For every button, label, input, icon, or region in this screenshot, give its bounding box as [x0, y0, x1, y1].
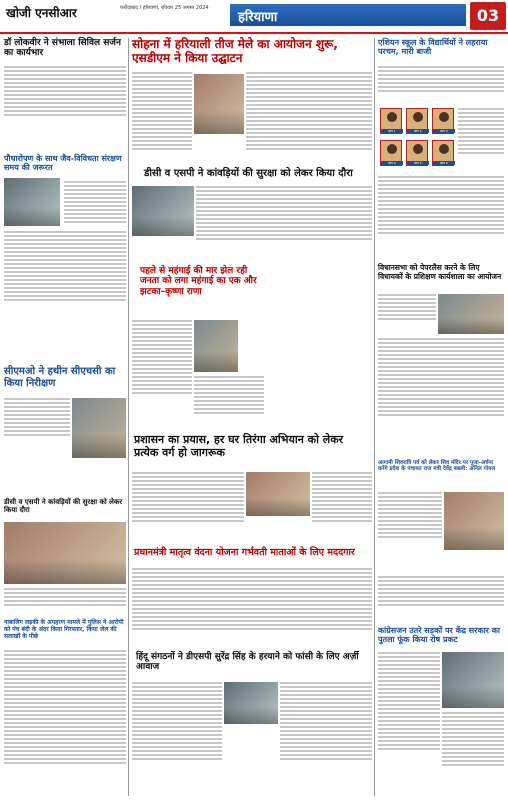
article-a8-photo	[72, 398, 126, 458]
article-a7-body	[378, 294, 436, 334]
center-column	[132, 36, 372, 796]
article-a3-body-2	[458, 108, 504, 172]
article-a6-photo	[194, 320, 238, 372]
article-a10-photo	[246, 472, 310, 516]
article-a2-body-2	[246, 72, 372, 182]
headline-a11: आगामी शिवरात्रि पर्व को लेकर शिव मंदिर पर पूजा-अर्चना करेंगे प्रदेश के पंचायत राज मंत्री देवेंद्र बबली: अनिल गोयल	[378, 460, 496, 473]
column-divider-2	[374, 38, 375, 796]
article-a2-body	[132, 72, 192, 182]
article-a10-body-2	[312, 472, 372, 546]
headline-a10: प्रशासन का प्रयास, हर घर तिरंगा अभियान को लेकर प्रत्येक वर्ग हो जागरूक	[134, 433, 344, 459]
article-a11-body-2	[378, 576, 504, 626]
article-a10-body	[132, 472, 244, 546]
topper-photo: छात्र 3	[432, 108, 454, 134]
headline-a1: डॉ लोकवीर ने संभाला सिविल सर्जन का कार्यभार	[4, 38, 121, 59]
page-number: 03	[470, 2, 506, 30]
right-column	[378, 36, 504, 796]
headline-a9: डीसी व एसपी ने कांवड़ियों की सुरक्षा को लेकर किया दौरा	[4, 498, 123, 515]
article-a12-body	[132, 568, 372, 658]
headline-a5: डीसी व एसपी ने कांवड़ियों की सुरक्षा को लेकर किया दौरा	[144, 168, 353, 179]
topper-photo: छात्र 2	[406, 108, 428, 134]
article-a14-body	[132, 682, 222, 796]
section-band: हरियाणा	[230, 4, 466, 26]
article-a6-body	[132, 320, 192, 430]
article-a9-photo	[4, 522, 126, 584]
article-a5-body	[196, 186, 372, 264]
article-a4-photo	[4, 178, 60, 226]
article-a1-body	[4, 66, 126, 126]
article-a13-body	[4, 650, 126, 800]
article-a14-body-2	[280, 682, 372, 796]
article-a11-body	[378, 492, 442, 572]
paper-name: खोजी एनसीआर	[6, 6, 77, 20]
article-a3-body	[378, 66, 504, 106]
article-a2-photo	[194, 74, 244, 134]
column-divider	[128, 38, 129, 796]
headline-a8: सीएमओ ने हथीन सीएचसी का किया निरीक्षण	[4, 366, 116, 389]
article-a7-body-2	[378, 338, 504, 458]
article-a8-body	[4, 398, 70, 468]
article-a7-photo	[438, 294, 504, 334]
topper-photo: छात्र 6	[432, 140, 454, 166]
article-a11-photo	[444, 492, 504, 550]
headline-a12: प्रधानमंत्री मातृत्व वंदना योजना गर्भवती माताओं के लिए मददगार	[134, 547, 355, 558]
headline-a14: हिंदू संगठनों ने डीएसपी सुरेंद्र सिंह के हरयाने को फांसी के लिए अर्ज़ी आवाज	[136, 652, 359, 673]
article-a15-body	[378, 652, 440, 792]
headline-a15: कांग्रेसजन उतरे सड़कों पर केंद्र सरकार का पुतला फूंक किया रोष प्रकट	[378, 626, 500, 645]
article-a4-body-2	[4, 231, 126, 351]
article-a14-photo	[224, 682, 278, 724]
dateline: फरीदाबाद / हरियाणा, रविवार 25 अगस्त 2024	[120, 5, 209, 11]
headline-a4: पौधारोपण के साथ जैव-विविधता संरक्षण समय की जरूरत	[4, 154, 122, 173]
article-a5-photo	[132, 186, 194, 236]
headline-a7: विधानसभा को पेपरलैस करने के लिए विधायकों के प्रशिक्षण कार्यशाला का आयोजन	[378, 263, 502, 281]
article-a15-body-2	[442, 712, 504, 792]
topper-photo: छात्र 1	[380, 108, 402, 134]
headline-a6: पहले से महंगाई की मार झेल रही जनता को लगा महंगाई का एक और झटका–कृष्णा राणा	[140, 266, 257, 297]
headline-a13: नाबालिग लड़की के अपहरण मामले में पुलिस ने आरोपी को पंच बंदी के अंदर किया गिरफ्तार, किया जेल की सलाखों के पीछे	[4, 619, 124, 640]
article-a6-body-2	[194, 376, 264, 434]
left-column	[4, 36, 126, 796]
headline-a3: एशियन स्कूल के विद्यार्थियों ने लहराया परचम, मारी बाजी	[378, 38, 488, 57]
topper-photo: छात्र 4	[380, 140, 402, 166]
article-a9-body	[4, 588, 126, 618]
masthead	[0, 0, 508, 34]
article-a15-photo	[442, 652, 504, 708]
topper-photo: छात्र 5	[406, 140, 428, 166]
article-a3-body-3	[378, 176, 504, 266]
headline-a2: सोहना में हरियाली तीज मेले का आयोजन शुरू, एसडीएम ने किया उद्घाटन	[132, 37, 338, 65]
